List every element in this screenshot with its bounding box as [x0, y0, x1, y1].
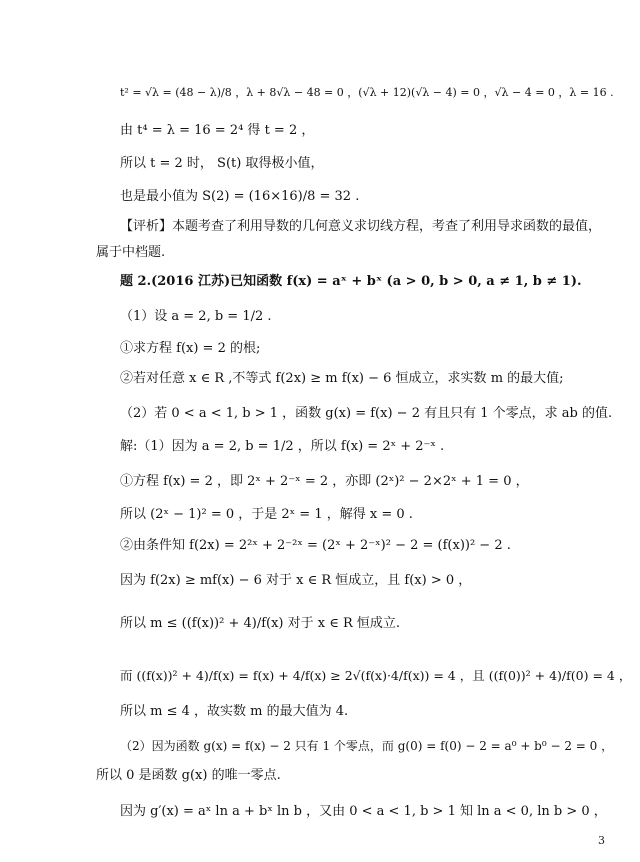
problem-heading: 题 2.(2016 江苏)已知函数 f(x) = aˣ + bˣ (a > 0, b > 0, a ≠ 1, b ≠ 1).: [120, 274, 582, 289]
text-line: （2）若 0 < a < 1, b > 1 ，函数 g(x) = f(x) − 2 有且只有 1 个零点，求 ab 的值.: [120, 406, 613, 421]
commentary-line: 【评析】本题考查了利用导数的几何意义求切线方程，考查了利用导求函数的最值，: [120, 219, 602, 234]
text-line: 而 ((f(x))² + 4)/f(x) = f(x) + 4/f(x) ≥ 2√(f(x)·4/f(x)) = 4 ，且 ((f(0))² + 4)/f(0) = 4 ，: [120, 668, 632, 683]
text-line: （1）设 a = 2, b = 1/2 .: [120, 309, 272, 324]
text-line: 所以 t = 2 时， S(t) 取得极小值，: [120, 156, 324, 171]
text-line: ①方程 f(x) = 2 ，即 2ˣ + 2⁻ˣ = 2 ，亦即 (2ˣ)² − 2×2ˣ + 1 = 0 ，: [120, 474, 529, 489]
text-line: 属于中档题.: [96, 245, 166, 260]
page-number: 3: [598, 834, 605, 847]
text-line: ②由条件知 f(2x) = 2²ˣ + 2⁻²ˣ = (2ˣ + 2⁻ˣ)² − 2 = (f(x))² − 2 .: [120, 538, 511, 553]
text-line: ①求方程 f(x) = 2 的根;: [120, 341, 261, 356]
text-line: 所以 m ≤ ((f(x))² + 4)/f(x) 对于 x ∈ R 恒成立.: [120, 616, 401, 631]
text-line: 也是最小值为 S(2) = (16×16)/8 = 32 .: [120, 189, 360, 204]
text-line: t² = √λ = (48 − λ)/8 ，λ + 8√λ − 48 = 0 ，(√λ + 12)(√λ − 4) = 0 ，√λ − 4 = 0 ，λ = 16 .: [120, 86, 614, 99]
text-line: ②若对任意 x ∈ R ,不等式 f(2x) ≥ m f(x) − 6 恒成立，求实数 m 的最大值;: [120, 371, 564, 386]
text-line: 所以 m ≤ 4 ，故实数 m 的最大值为 4.: [120, 704, 349, 719]
text-line: 由 t⁴ = λ = 16 = 2⁴ 得 t = 2 ，: [120, 123, 315, 138]
text-line: （2）因为函数 g(x) = f(x) − 2 只有 1 个零点，而 g(0) = f(0) − 2 = a⁰ + b⁰ − 2 = 0 ，: [120, 739, 614, 753]
text-line: 所以 0 是函数 g(x) 的唯一零点.: [96, 768, 281, 783]
solution-heading: 解:（1）因为 a = 2, b = 1/2 ，所以 f(x) = 2ˣ + 2⁻ˣ .: [120, 439, 445, 454]
text-line: 因为 g′(x) = aˣ ln a + bˣ ln b ，又由 0 < a < 1, b > 1 知 ln a < 0, ln b > 0 ，: [120, 804, 607, 819]
text-line: 因为 f(2x) ≥ mf(x) − 6 对于 x ∈ R 恒成立，且 f(x) > 0 ，: [120, 573, 472, 588]
text-line: 所以 (2ˣ − 1)² = 0 ，于是 2ˣ = 1 ，解得 x = 0 .: [120, 507, 413, 522]
